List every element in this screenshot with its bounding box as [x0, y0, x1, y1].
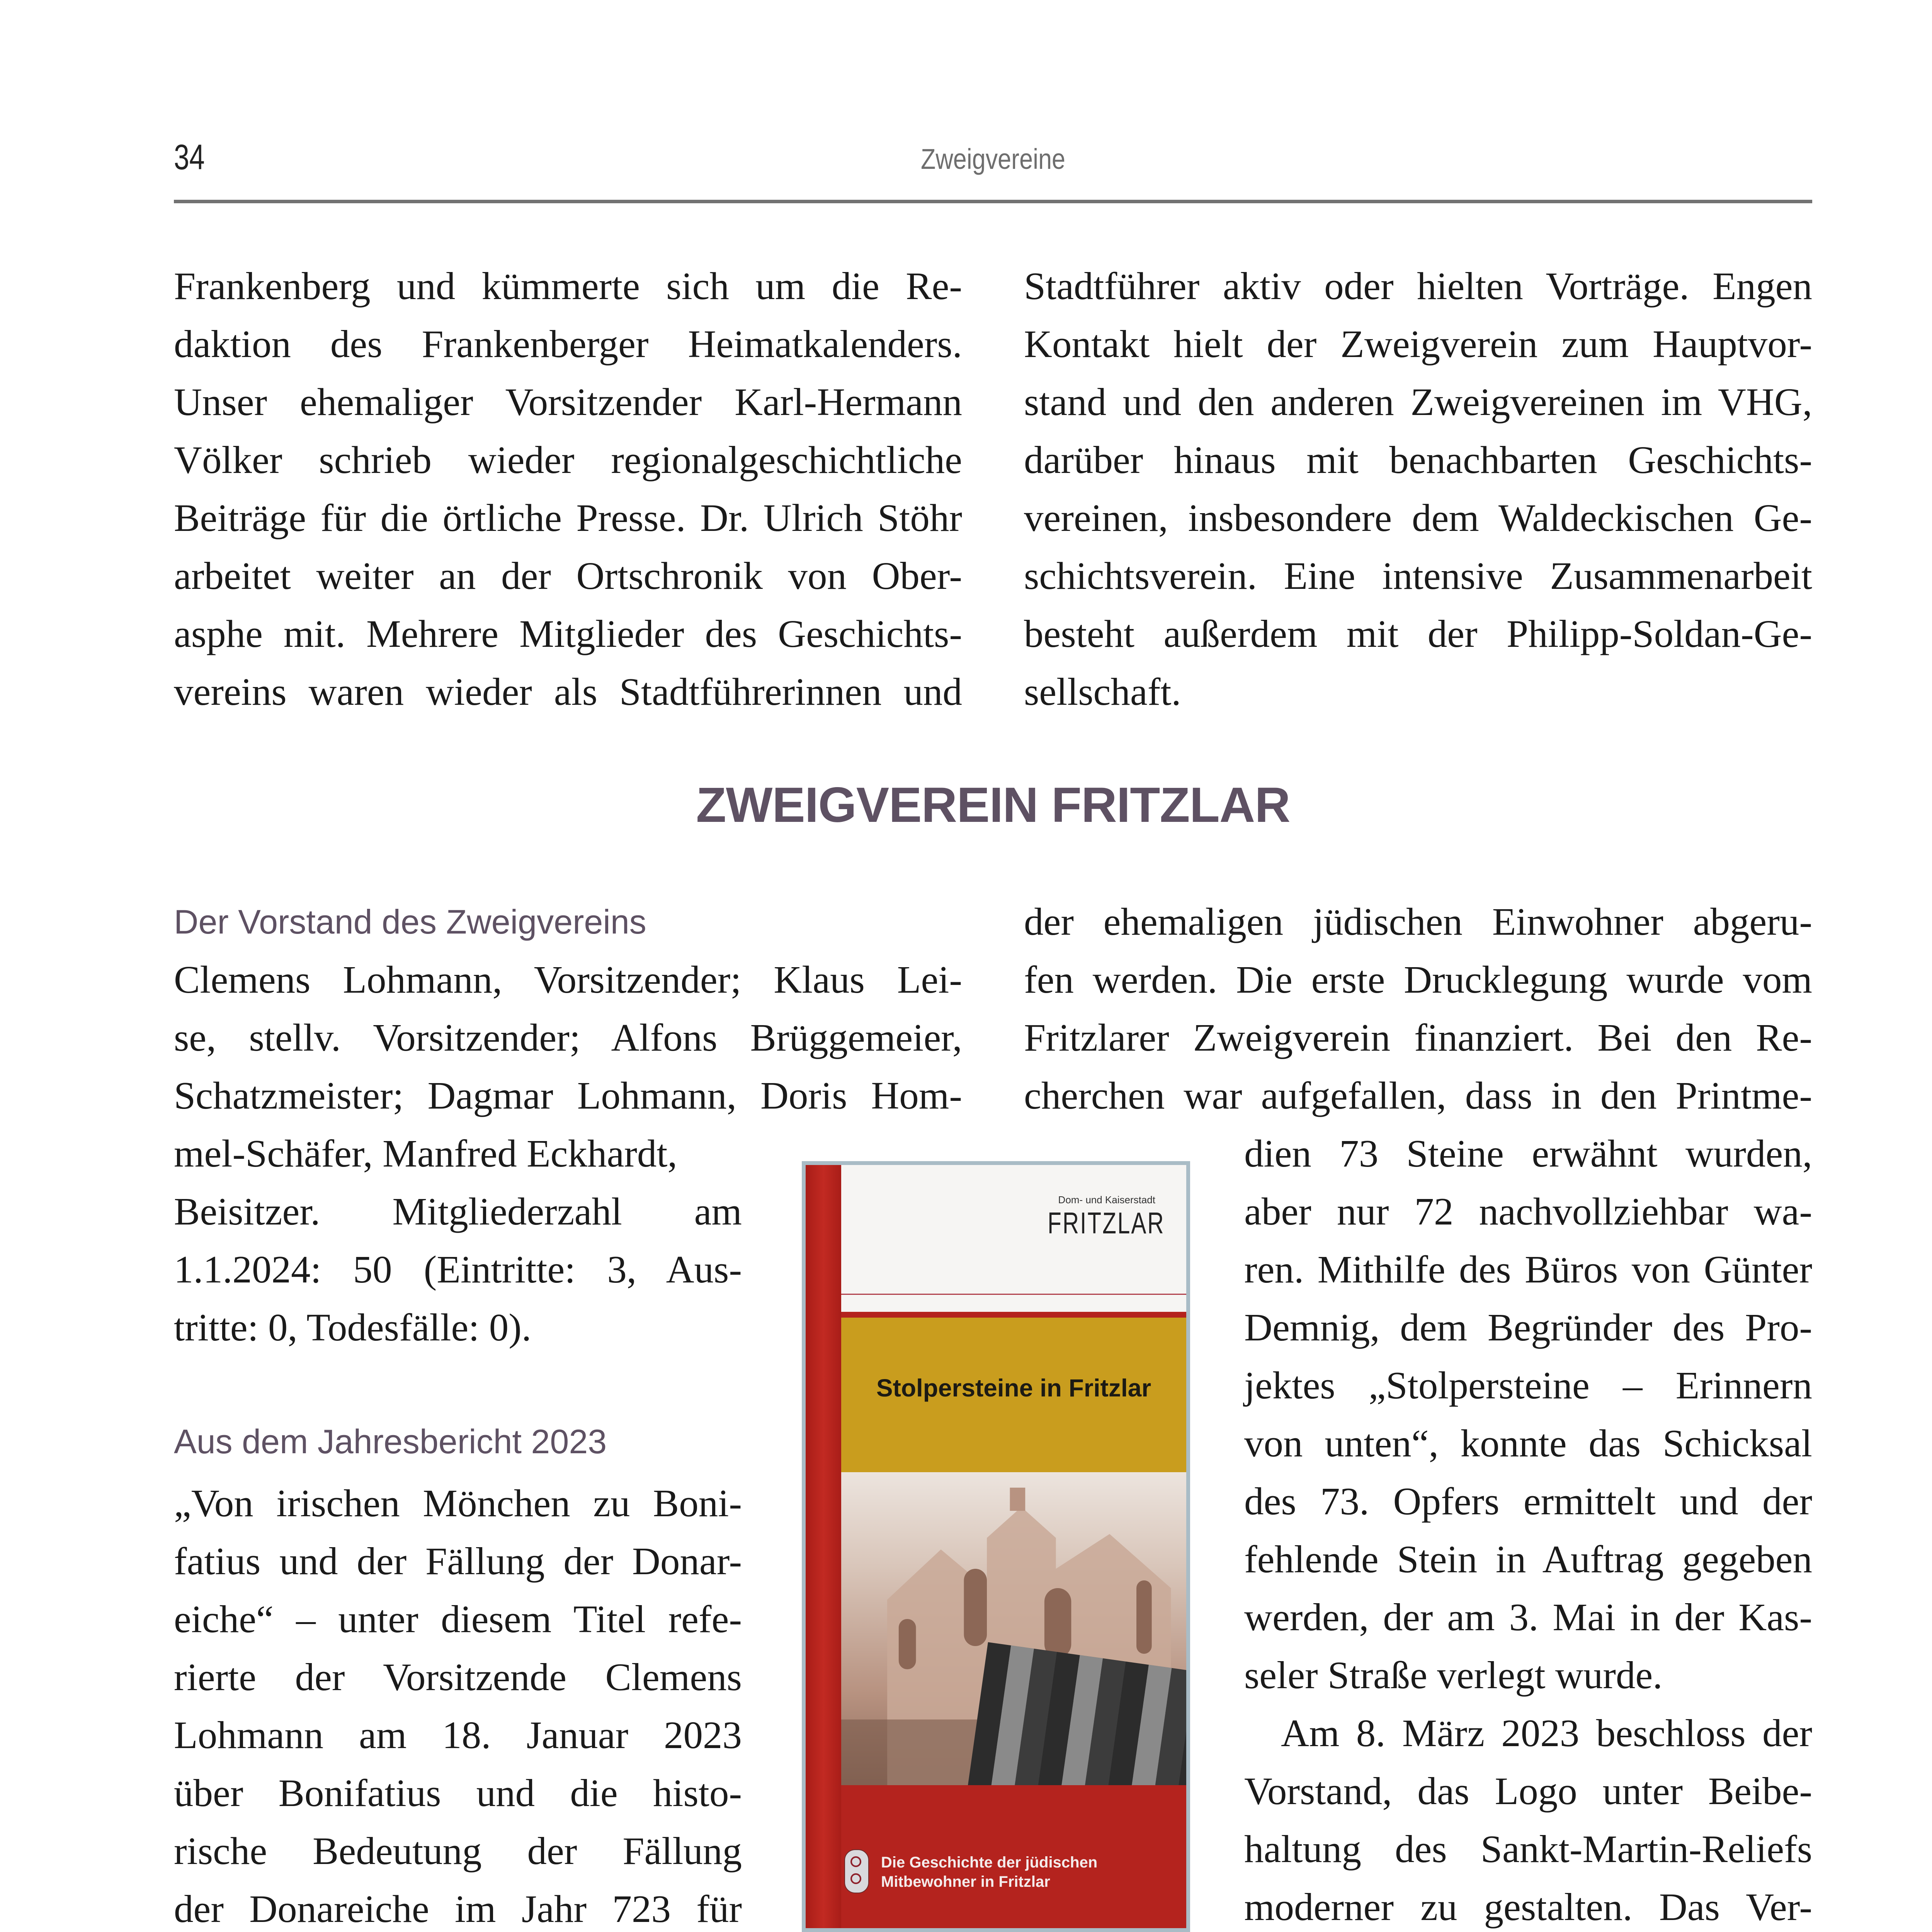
text-line: haltung des Sankt-Martin-Reliefs — [1244, 1827, 1812, 1871]
brochure-subtitle-line: Die Geschichte der jüdischen — [881, 1854, 1098, 1871]
text-line: der Donareiche im Jahr 723 für — [174, 1887, 742, 1930]
text-line: Völker schrieb wieder regionalgeschichtliche — [174, 438, 962, 481]
text-line: rierte der Vorsitzende Clemens — [174, 1655, 742, 1699]
brochure-title-band — [841, 1318, 1186, 1472]
text-line: tritte: 0, Todesfälle: 0). — [174, 1306, 532, 1349]
page-number: 34 — [174, 138, 205, 177]
running-head — [174, 137, 1812, 187]
text-line: über Bonifatius und die histo- — [174, 1771, 742, 1815]
brochure-subtitle-line: Mitbewohner in Fritzlar — [881, 1873, 1050, 1890]
brochure-logo: FRITZLAR — [1048, 1206, 1165, 1240]
text-line: Fritzlarer Zweigverein finanziert. Bei den Re- — [1024, 1016, 1812, 1059]
text-line: Vorstand, das Logo unter Beibe- — [1244, 1769, 1812, 1813]
text-line: von unten“, konnte das Schicksal — [1244, 1422, 1812, 1465]
text-line: der ehemaligen jüdischen Einwohner abgeru- — [1024, 900, 1812, 943]
text-line: „Von irischen Mönchen zu Boni- — [174, 1481, 742, 1525]
text-line: besteht außerdem mit der Philipp-Soldan-Ge- — [1024, 612, 1812, 655]
text-line: asphe mit. Mehrere Mitglieder des Geschichts- — [174, 612, 962, 655]
text-line: eiche“ – unter diesem Titel refe- — [174, 1597, 742, 1641]
text-line: jektes „Stolpersteine – Erinnern — [1244, 1364, 1812, 1407]
brochure-subtitle — [881, 1853, 1097, 1891]
text-line: Beisitzer. Mitgliederzahl am — [174, 1190, 742, 1233]
subhead-report: Aus dem Jahresbericht 2023 — [174, 1422, 607, 1461]
text-line: Frankenberg und kümmerte sich um die Re- — [174, 264, 962, 308]
text-line: mel-Schäfer, Manfred Eckhardt, — [174, 1132, 677, 1175]
text-line: werden, der am 3. Mai in der Kas- — [1244, 1595, 1812, 1639]
brochure-logo-line — [841, 1294, 1186, 1295]
text-line: se, stellv. Vorsitzender; Alfons Brüggemeier, — [174, 1016, 962, 1059]
text-line: vereinen, insbesondere dem Waldeckischen Ge- — [1024, 496, 1812, 539]
text-line: seler Straße verlegt wurde. — [1244, 1653, 1663, 1697]
text-line: ren. Mithilfe des Büros von Günter — [1244, 1248, 1812, 1291]
subhead-board: Der Vorstand des Zweigvereins — [174, 903, 646, 941]
text-line: Am 8. März 2023 beschloss der — [1281, 1711, 1812, 1755]
text-line: des 73. Opfers ermittelt und der — [1244, 1480, 1812, 1523]
section-heading: ZWEIGVEREIN FRITZLAR — [696, 777, 1290, 833]
coat-of-arms-icon — [844, 1849, 869, 1893]
text-line: schichtsverein. Eine intensive Zusammenarbeit — [1024, 554, 1812, 597]
text-line: sellschaft. — [1024, 670, 1181, 713]
text-line: daktion des Frankenberger Heimatkalenders. — [174, 322, 962, 366]
text-line: dien 73 Steine erwähnt wurden, — [1244, 1132, 1812, 1175]
header-rule — [174, 200, 1812, 203]
brochure-image — [802, 1161, 1190, 1932]
brochure-cover — [806, 1165, 1186, 1928]
text-line: stand und den anderen Zweigvereinen im VHG, — [1024, 380, 1812, 423]
brochure-logo-area — [841, 1165, 1186, 1312]
text-line: Lohmann am 18. Januar 2023 — [174, 1713, 742, 1757]
text-line: Schatzmeister; Dagmar Lohmann, Doris Hom- — [174, 1074, 962, 1117]
text-line: Clemens Lohmann, Vorsitzender; Klaus Lei- — [174, 958, 962, 1001]
text-line: 1.1.2024: 50 (Eintritte: 3, Aus- — [174, 1248, 742, 1291]
text-line: Stadtführer aktiv oder hielten Vorträge. Engen — [1024, 264, 1812, 308]
brochure-logo-subtitle: Dom- und Kaiserstadt — [1058, 1194, 1155, 1206]
text-line: darüber hinaus mit benachbarten Geschichts- — [1024, 438, 1812, 481]
text-line: fatius und der Fällung der Donar- — [174, 1539, 742, 1583]
text-line: rische Bedeutung der Fällung — [174, 1829, 742, 1872]
text-line: Unser ehemaliger Vorsitzender Karl-Hermann — [174, 380, 962, 423]
text-line: fen werden. Die erste Drucklegung wurde vom — [1024, 958, 1812, 1001]
text-line: fehlende Stein in Auftrag gegeben — [1244, 1537, 1812, 1581]
text-line: arbeitet weiter an der Ortschronik von Ober- — [174, 554, 962, 597]
text-line: vereins waren wieder als Stadtführerinnen und — [174, 670, 962, 713]
text-line: moderner zu gestalten. Das Ver- — [1244, 1885, 1812, 1929]
text-line: aber nur 72 nachvollziehbar wa- — [1244, 1190, 1812, 1233]
text-line: Kontakt hielt der Zweigverein zum Hauptvor- — [1024, 322, 1812, 366]
synagogue-photo — [841, 1472, 1186, 1785]
brochure-spine — [806, 1165, 841, 1928]
text-line: Demnig, dem Begründer des Pro- — [1244, 1306, 1812, 1349]
text-line: Beiträge für die örtliche Presse. Dr. Ulrich Stöhr — [174, 496, 962, 539]
running-title: Zweigvereine — [920, 143, 1066, 175]
brochure-title: Stolpersteine in Fritzlar — [876, 1374, 1151, 1402]
text-line: cherchen war aufgefallen, dass in den Printme- — [1024, 1074, 1812, 1117]
